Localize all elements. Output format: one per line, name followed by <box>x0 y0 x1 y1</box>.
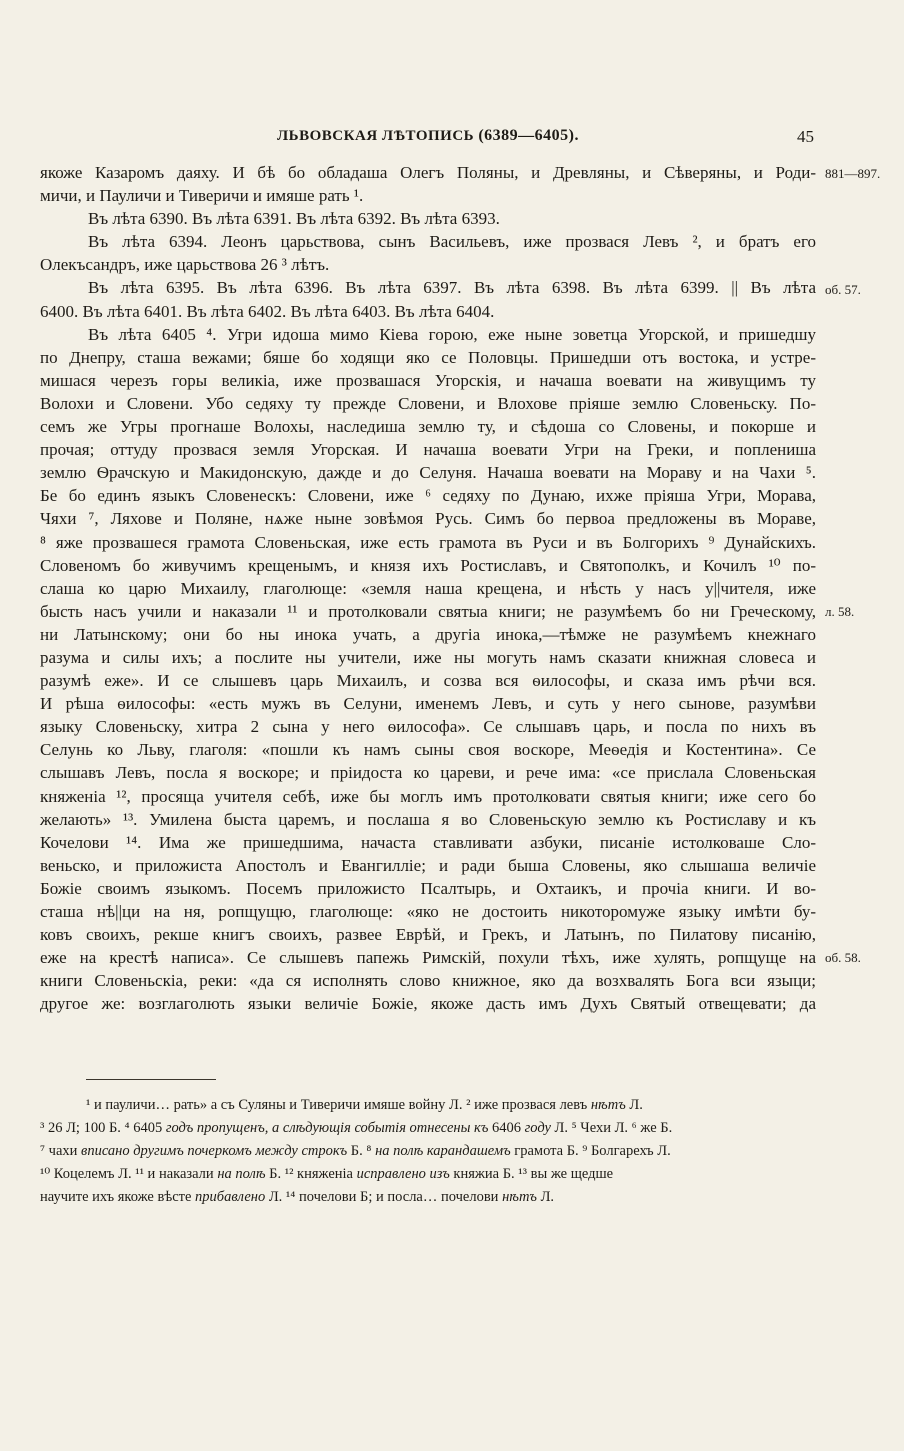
text-line: прочая; оттуду прозвася земля Угорская. И начаша воевати Угри на Греки, и поплениша <box>40 440 816 460</box>
text-line: слаша ко царю Михаилу, глаголюще: «земля наша крещена, и нѣсть у насъ у||чителя, иже <box>40 578 816 598</box>
footnote-text: ⁷ чахи <box>40 1143 82 1159</box>
footnote-rule <box>86 1079 216 1080</box>
text-line: княженіа ¹², просяща учителя себѣ, иже бы моглъ имъ протолковати святыя книги; иже сего бо <box>40 786 816 806</box>
text-line: мичи, и Пауличи и Тиверичи и имяше рать ¹. <box>40 186 364 206</box>
header-title-text: ЛЬВОВСКАЯ ЛѢТОПИСЬ <box>277 128 475 144</box>
text-line: Божіе своимъ языкомъ. Посемъ приложисто Псалтырь, и Охтаикъ, и прочіа книги. И во- <box>40 878 816 898</box>
chronicle-text <box>40 161 816 1015</box>
footnote-line <box>40 1117 816 1140</box>
margin-note-years: 881—897. <box>825 166 881 181</box>
text-line: веньско, и приложиста Апостолъ и Евангилліе; и ради быша Словены, яко слышаша величіе <box>40 855 816 875</box>
text-line: Въ лѣта 6390. Въ лѣта 6391. Въ лѣта 6392. Въ лѣта 6393. <box>88 209 500 229</box>
footnote-text: ¹⁰ Коцелемъ Л. ¹¹ и наказали <box>40 1166 218 1182</box>
text-line: землю Ѳрачскую и Макидонскую, дажде и до Селуня. Начаша воевати на Мораву и на Чахи ⁵. <box>40 463 816 483</box>
text-line: Бе бо единъ языкъ Словенескъ: Словени, иже ⁶ седяху по Дунаю, ихже пріяша Угри, Морава, <box>40 486 816 506</box>
footnotes <box>40 1094 816 1209</box>
text-line: Въ лѣта 6394. Леонъ царьствова, сынъ Васильевъ, иже прозвася Левъ ², и братъ его <box>88 232 816 252</box>
text-line: мишася черезъ горы великіа, иже прозвашася Угорскія, и начаша воевати на живущимъ ту <box>40 370 816 390</box>
footnote-line <box>40 1094 816 1117</box>
text-line: И рѣша ѳилософы: «есть мужъ въ Селуни, именемъ Левъ, и суть у него сынове, разумѣви <box>40 694 816 714</box>
footnote-editorial-remark: годъ пропущенъ, а слѣдующія событія отнесены къ <box>165 1120 489 1136</box>
text-line: разумѣ еже». И се слышевъ царь Михаилъ, и созва вся ѳилософы, и сказа имъ рѣчи вся. <box>40 671 816 691</box>
footnote-text: грамота Б. ⁹ Болгарехъ Л. <box>510 1143 671 1159</box>
text-line: 6400. Въ лѣта 6401. Въ лѣта 6402. Въ лѣта 6403. Въ лѣта 6404. <box>40 301 495 321</box>
footnote-text: Л. <box>536 1189 555 1205</box>
text-line: по Днепру, сташа вежами; бяше бо ходящи яко се Половцы. Пришедши отъ востока, и устре- <box>40 347 816 367</box>
footnote-editorial-remark: вписано другимъ почеркомъ между строкъ <box>81 1143 348 1159</box>
text-line: книги Словеньскіа, реки: «да ся исполнять слово книжное, яко да возхвалять Бога вси языци; <box>40 971 816 991</box>
text-line: другое же: возглаголють языки величіе Божіе, якоже дасть имъ Духъ Святый отвещевати; да <box>40 994 816 1014</box>
footnote-editorial-remark: исправлено изъ <box>356 1166 450 1182</box>
text-line: сташа нѣ||ци на ня, ропщущю, глаголюще: «яко не достоить никоторомуже языку имѣти бу- <box>40 902 816 921</box>
footnote-text: научите ихъ якоже вѣсте <box>40 1189 196 1205</box>
footnote-text: Л. ⁵ Чехи Л. ⁶ же Б. <box>550 1120 673 1136</box>
text-line: Кочелови ¹⁴. Има же пришедшима, начаста ставливати азбуки, писаніе истолковаше Сло- <box>40 832 816 852</box>
text-line: семъ же Угры прогнаше Волохы, наследиша землю ту, и сѣдоша со Словены, и покорше и <box>40 417 816 437</box>
footnote-text: Б. ¹² княженіа <box>265 1166 357 1182</box>
text-line: Волохи и Словени. Убо седяху ту прежде Словени, и Влохове пріяше землю Словеньску. По- <box>40 393 816 413</box>
text-line: якоже Казаромъ даяху. И бѣ бо обладаша Олегъ Поляны, и Древляны, и Сѣверяны, и Роди- <box>40 163 816 182</box>
text-line: ковъ своихъ, рекше книгъ своихъ, развее Еврѣй, и Грекъ, и Латынъ, по Пилатову писанію, <box>40 925 816 945</box>
text-line: Селунь ко Льву, глаголя: «пошли къ намъ сыны своя воскоре, Меѳедія и Костентина». Се <box>40 740 816 760</box>
footnote-text: 6406 <box>488 1120 525 1136</box>
footnote-editorial-remark: нѣтъ <box>590 1097 626 1113</box>
footnote-editorial-remark: на полѣ карандашемъ <box>375 1143 511 1159</box>
text-line: Чяхи ⁷, Ляхове и Поляне, нѧже ныне зовѣмоя Русь. Симъ бо первоа предложены въ Мораве, <box>40 509 816 529</box>
footnote-text: Б. ⁸ <box>347 1143 376 1159</box>
text-line: языку Словеньску, хитра 2 сына у него ѳилософа». Се слышавъ царь, и посла по нихъ въ <box>40 717 816 737</box>
margin-note-folio-58: л. 58. <box>825 604 855 619</box>
footnote-editorial-remark: на полѣ <box>217 1166 266 1182</box>
footnote-line <box>40 1140 816 1163</box>
text-line: Въ лѣта 6405 ⁴. Угри идоша мимо Кіева горою, еже ныне зоветца Угорской, и пришедшу <box>88 324 816 344</box>
footnote-text: ³ 26 Л; 100 Б. ⁴ 6405 <box>40 1120 166 1136</box>
text-line: желають» ¹³. Умилена быста царемъ, и послаша я во Словеньскую землю къ Ростиславу и къ <box>40 809 816 829</box>
footnote-editorial-remark: нѣтъ <box>502 1189 537 1205</box>
text-line: ⁸ яже прозвашеся грамота Словеньская, иже есть грамота въ Руси и въ Болгорихъ ⁹ Дунайскихъ. <box>40 532 816 552</box>
page-number: 45 <box>797 127 814 146</box>
footnote-text: княжиа Б. ¹³ вы же щедше <box>449 1166 614 1182</box>
margin-note-folio-58v: об. 58. <box>825 950 861 965</box>
footnote-text: ¹ и пауличи… рать» а съ Суляны и Тиверичи имяше войну Л. ² иже прозвася левъ <box>86 1097 591 1113</box>
footnote-text: Л. <box>625 1097 643 1113</box>
header-years: (6389—6405). <box>478 127 579 144</box>
footnote-line <box>40 1186 816 1209</box>
text-line: Въ лѣта 6395. Въ лѣта 6396. Въ лѣта 6397. Въ лѣта 6398. Въ лѣта 6399. || Въ лѣта <box>88 278 816 298</box>
text-line: еже на крестѣ написа». Се слышевъ папежь Римскій, похули тѣхъ, иже хулять, ропщуще на <box>40 948 816 968</box>
footnote-editorial-remark: прибавлено <box>195 1189 266 1205</box>
footnote-line <box>40 1163 816 1186</box>
text-line: разума и силы ихъ; а послите ны учители, иже ны могуть намъ сказати книжная словеса и <box>40 647 816 667</box>
text-line: бысть насъ учили и наказали ¹¹ и протолковали святыа книги; не разумѣемъ бо ни Греческому, <box>40 601 816 621</box>
text-line: Словеномъ бо живучимъ крещенымъ, и князя ихъ Ростиславъ, и Святополкъ, и Кочилъ ¹⁰ по- <box>40 555 816 575</box>
running-header <box>40 127 816 151</box>
footnote-text: Л. ¹⁴ почелови Б; и посла… почелови <box>265 1189 503 1205</box>
text-line: ни Латынскому; они бо ны инока учать, а другіа инока,—тѣмже не разумѣемъ кнежнаго <box>40 624 816 644</box>
footnote-editorial-remark: году <box>524 1120 551 1136</box>
text-line: Олекъсандръ, иже царьствова 26 ³ лѣтъ. <box>40 255 330 275</box>
header-title <box>277 128 579 144</box>
margin-note-folio-57v: об. 57. <box>825 282 861 297</box>
text-line: слышавъ Левъ, посла я воскоре; и пріидоста ко цареви, и рече има: «се прислала Словеньская <box>40 763 816 783</box>
